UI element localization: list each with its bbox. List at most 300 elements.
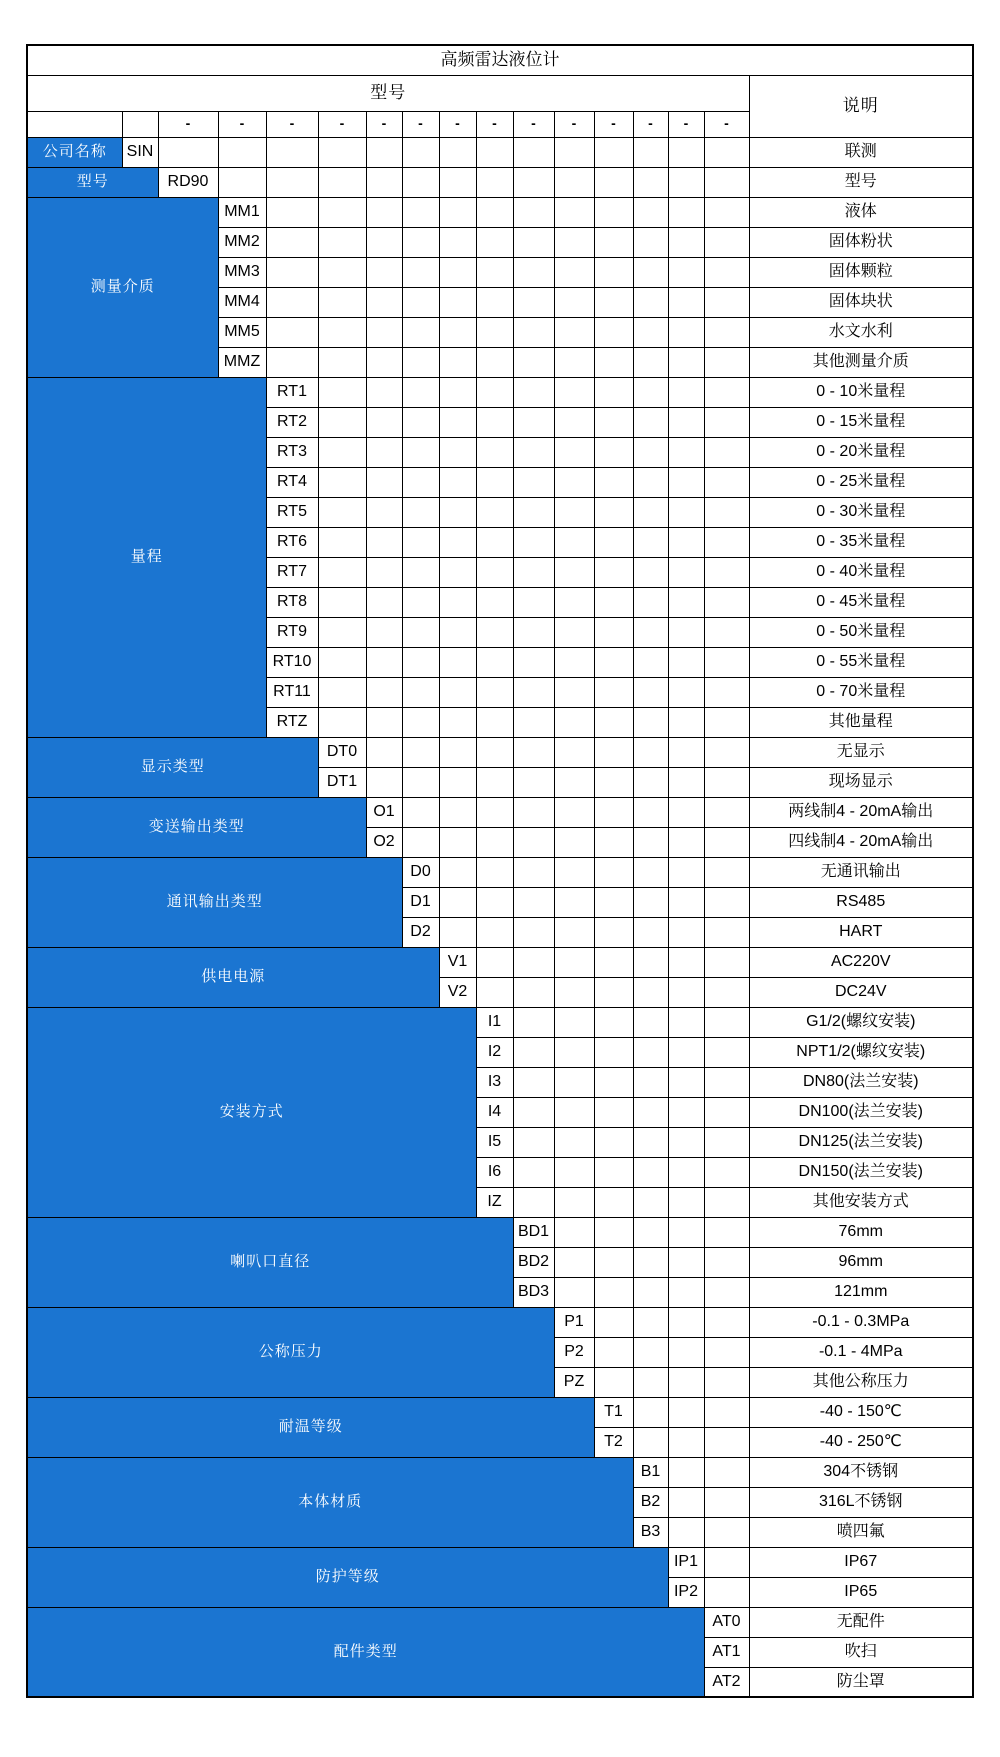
empty-grid-cell	[402, 257, 439, 287]
empty-grid-cell	[476, 167, 513, 197]
empty-grid-cell	[594, 677, 633, 707]
code-cell: RT6	[266, 527, 318, 557]
code-cell: MM4	[218, 287, 266, 317]
empty-grid-cell	[668, 977, 704, 1007]
code-cell: I1	[476, 1007, 513, 1037]
empty-grid-cell	[633, 407, 668, 437]
code-cell: RT11	[266, 677, 318, 707]
description-cell: 其他测量介质	[749, 347, 973, 377]
code-cell: RT2	[266, 407, 318, 437]
empty-grid-cell	[439, 467, 476, 497]
empty-grid-cell	[439, 137, 476, 167]
empty-grid-cell	[318, 377, 366, 407]
empty-grid-cell	[704, 347, 749, 377]
empty-grid-cell	[513, 557, 554, 587]
empty-grid-cell	[476, 857, 513, 887]
empty-grid-cell	[668, 497, 704, 527]
empty-grid-cell	[476, 287, 513, 317]
empty-grid-cell	[633, 1337, 668, 1367]
empty-grid-cell	[513, 497, 554, 527]
empty-grid-cell	[668, 1127, 704, 1157]
empty-grid-cell	[594, 1157, 633, 1187]
description-cell: RS485	[749, 887, 973, 917]
empty-grid-cell	[318, 467, 366, 497]
description-cell: 304不锈钢	[749, 1457, 973, 1487]
empty-grid-cell	[439, 437, 476, 467]
code-cell: RT10	[266, 647, 318, 677]
empty-grid-cell	[476, 947, 513, 977]
description-cell: 0 - 30米量程	[749, 497, 973, 527]
spec-row	[27, 797, 973, 827]
empty-grid-cell	[594, 1337, 633, 1367]
empty-grid-cell	[439, 347, 476, 377]
empty-grid-cell	[402, 677, 439, 707]
category-cell: 型号	[27, 167, 158, 197]
empty-grid-cell	[476, 917, 513, 947]
empty-grid-cell	[513, 827, 554, 857]
description-cell: 固体块状	[749, 287, 973, 317]
empty-grid-cell	[668, 227, 704, 257]
code-cell: I6	[476, 1157, 513, 1187]
empty-grid-cell	[704, 677, 749, 707]
code-cell: SIN	[122, 137, 158, 167]
separator-row-empty-cell	[122, 111, 158, 137]
empty-grid-cell	[513, 647, 554, 677]
empty-grid-cell	[594, 497, 633, 527]
category-cell: 耐温等级	[27, 1397, 594, 1457]
empty-grid-cell	[704, 227, 749, 257]
empty-grid-cell	[476, 677, 513, 707]
empty-grid-cell	[318, 197, 366, 227]
description-cell: 0 - 40米量程	[749, 557, 973, 587]
empty-grid-cell	[633, 827, 668, 857]
empty-grid-cell	[476, 227, 513, 257]
code-cell: P2	[554, 1337, 594, 1367]
empty-grid-cell	[594, 257, 633, 287]
empty-grid-cell	[554, 827, 594, 857]
empty-grid-cell	[633, 887, 668, 917]
empty-grid-cell	[439, 257, 476, 287]
empty-grid-cell	[668, 1457, 704, 1487]
empty-grid-cell	[704, 497, 749, 527]
description-cell: 其他安装方式	[749, 1187, 973, 1217]
empty-grid-cell	[704, 647, 749, 677]
empty-grid-cell	[633, 797, 668, 827]
empty-grid-cell	[704, 137, 749, 167]
empty-grid-cell	[554, 1007, 594, 1037]
description-cell: DN80(法兰安装)	[749, 1067, 973, 1097]
empty-grid-cell	[402, 467, 439, 497]
empty-grid-cell	[633, 587, 668, 617]
empty-grid-cell	[554, 1277, 594, 1307]
empty-grid-cell	[476, 257, 513, 287]
empty-grid-cell	[633, 617, 668, 647]
empty-grid-cell	[554, 707, 594, 737]
empty-grid-cell	[633, 707, 668, 737]
separator-dash-cell: -	[594, 111, 633, 137]
empty-grid-cell	[633, 1277, 668, 1307]
empty-grid-cell	[513, 347, 554, 377]
description-cell: 喷四氟	[749, 1517, 973, 1547]
empty-grid-cell	[704, 1487, 749, 1517]
empty-grid-cell	[554, 917, 594, 947]
empty-grid-cell	[633, 1217, 668, 1247]
code-cell: BD2	[513, 1247, 554, 1277]
empty-grid-cell	[633, 347, 668, 377]
empty-grid-cell	[439, 887, 476, 917]
empty-grid-cell	[668, 737, 704, 767]
spec-row	[27, 167, 973, 197]
empty-grid-cell	[704, 317, 749, 347]
description-cell: 吹扫	[749, 1637, 973, 1667]
empty-grid-cell	[554, 227, 594, 257]
empty-grid-cell	[402, 497, 439, 527]
spec-row	[27, 1397, 973, 1427]
empty-grid-cell	[318, 287, 366, 317]
empty-grid-cell	[266, 167, 318, 197]
empty-grid-cell	[633, 197, 668, 227]
empty-grid-cell	[513, 527, 554, 557]
description-cell: IP65	[749, 1577, 973, 1607]
empty-grid-cell	[594, 137, 633, 167]
empty-grid-cell	[476, 197, 513, 227]
description-cell: 316L不锈钢	[749, 1487, 973, 1517]
code-cell: MM1	[218, 197, 266, 227]
empty-grid-cell	[439, 617, 476, 647]
empty-grid-cell	[402, 707, 439, 737]
empty-grid-cell	[318, 257, 366, 287]
code-cell: V1	[439, 947, 476, 977]
empty-grid-cell	[668, 437, 704, 467]
empty-grid-cell	[439, 527, 476, 557]
empty-grid-cell	[476, 887, 513, 917]
empty-grid-cell	[366, 497, 402, 527]
empty-grid-cell	[476, 407, 513, 437]
empty-grid-cell	[402, 167, 439, 197]
empty-grid-cell	[476, 557, 513, 587]
description-cell: NPT1/2(螺纹安装)	[749, 1037, 973, 1067]
header-row	[27, 75, 973, 111]
description-cell: 其他量程	[749, 707, 973, 737]
title-row	[27, 45, 973, 75]
empty-grid-cell	[366, 707, 402, 737]
empty-grid-cell	[594, 647, 633, 677]
empty-grid-cell	[594, 467, 633, 497]
empty-grid-cell	[594, 167, 633, 197]
empty-grid-cell	[704, 1037, 749, 1067]
empty-grid-cell	[668, 617, 704, 647]
empty-grid-cell	[266, 287, 318, 317]
empty-grid-cell	[476, 437, 513, 467]
description-cell: 0 - 25米量程	[749, 467, 973, 497]
empty-grid-cell	[513, 1037, 554, 1067]
empty-grid-cell	[439, 167, 476, 197]
spec-row	[27, 377, 973, 407]
empty-grid-cell	[594, 917, 633, 947]
empty-grid-cell	[366, 527, 402, 557]
empty-grid-cell	[402, 797, 439, 827]
empty-grid-cell	[594, 977, 633, 1007]
description-cell: 水文水利	[749, 317, 973, 347]
empty-grid-cell	[554, 1157, 594, 1187]
empty-grid-cell	[554, 527, 594, 557]
separator-dash-cell: -	[668, 111, 704, 137]
empty-grid-cell	[513, 677, 554, 707]
category-cell: 配件类型	[27, 1607, 704, 1697]
empty-grid-cell	[668, 1367, 704, 1397]
empty-grid-cell	[633, 257, 668, 287]
empty-grid-cell	[318, 437, 366, 467]
empty-grid-cell	[594, 1217, 633, 1247]
empty-grid-cell	[366, 647, 402, 677]
empty-grid-cell	[402, 827, 439, 857]
empty-grid-cell	[704, 797, 749, 827]
spec-row	[27, 1217, 973, 1247]
spec-row	[27, 1457, 973, 1487]
empty-grid-cell	[704, 1577, 749, 1607]
empty-grid-cell	[554, 977, 594, 1007]
empty-grid-cell	[668, 1097, 704, 1127]
empty-grid-cell	[513, 197, 554, 227]
empty-grid-cell	[704, 287, 749, 317]
empty-grid-cell	[554, 137, 594, 167]
empty-grid-cell	[594, 347, 633, 377]
table-body	[27, 45, 973, 1697]
empty-grid-cell	[554, 1067, 594, 1097]
empty-grid-cell	[402, 137, 439, 167]
empty-grid-cell	[633, 1427, 668, 1457]
empty-grid-cell	[513, 737, 554, 767]
empty-grid-cell	[704, 557, 749, 587]
empty-grid-cell	[704, 857, 749, 887]
empty-grid-cell	[668, 677, 704, 707]
empty-grid-cell	[554, 317, 594, 347]
empty-grid-cell	[633, 1067, 668, 1097]
separator-dash-cell: -	[158, 111, 218, 137]
empty-grid-cell	[704, 917, 749, 947]
empty-grid-cell	[704, 977, 749, 1007]
separator-dash-cell: -	[402, 111, 439, 137]
empty-grid-cell	[633, 167, 668, 197]
empty-grid-cell	[439, 917, 476, 947]
empty-grid-cell	[554, 947, 594, 977]
code-cell: V2	[439, 977, 476, 1007]
empty-grid-cell	[633, 1397, 668, 1427]
empty-grid-cell	[513, 767, 554, 797]
empty-grid-cell	[594, 767, 633, 797]
empty-grid-cell	[318, 587, 366, 617]
empty-grid-cell	[476, 137, 513, 167]
empty-grid-cell	[318, 527, 366, 557]
empty-grid-cell	[704, 1337, 749, 1367]
description-cell: DN100(法兰安装)	[749, 1097, 973, 1127]
description-cell: -0.1 - 0.3MPa	[749, 1307, 973, 1337]
empty-grid-cell	[633, 1037, 668, 1067]
empty-grid-cell	[554, 797, 594, 827]
empty-grid-cell	[439, 227, 476, 257]
code-cell: RTZ	[266, 707, 318, 737]
empty-grid-cell	[366, 227, 402, 257]
separator-dash-cell: -	[218, 111, 266, 137]
description-cell: 0 - 15米量程	[749, 407, 973, 437]
empty-grid-cell	[668, 347, 704, 377]
code-cell: RT8	[266, 587, 318, 617]
code-cell: BD3	[513, 1277, 554, 1307]
empty-grid-cell	[704, 407, 749, 437]
empty-grid-cell	[439, 197, 476, 227]
empty-grid-cell	[633, 1157, 668, 1187]
code-cell: P1	[554, 1307, 594, 1337]
empty-grid-cell	[594, 827, 633, 857]
empty-grid-cell	[594, 887, 633, 917]
empty-grid-cell	[513, 377, 554, 407]
empty-grid-cell	[218, 137, 266, 167]
empty-grid-cell	[704, 767, 749, 797]
empty-grid-cell	[476, 467, 513, 497]
description-cell: -0.1 - 4MPa	[749, 1337, 973, 1367]
empty-grid-cell	[554, 767, 594, 797]
description-cell: HART	[749, 917, 973, 947]
category-cell: 安装方式	[27, 1007, 476, 1217]
empty-grid-cell	[704, 377, 749, 407]
empty-grid-cell	[439, 707, 476, 737]
code-cell: D1	[402, 887, 439, 917]
empty-grid-cell	[554, 887, 594, 917]
empty-grid-cell	[554, 737, 594, 767]
code-cell: D2	[402, 917, 439, 947]
empty-grid-cell	[668, 1397, 704, 1427]
empty-grid-cell	[218, 167, 266, 197]
empty-grid-cell	[513, 887, 554, 917]
empty-grid-cell	[633, 1007, 668, 1037]
empty-grid-cell	[668, 857, 704, 887]
empty-grid-cell	[476, 497, 513, 527]
empty-grid-cell	[704, 1277, 749, 1307]
empty-grid-cell	[704, 527, 749, 557]
empty-grid-cell	[554, 377, 594, 407]
empty-grid-cell	[366, 407, 402, 437]
empty-grid-cell	[668, 1487, 704, 1517]
empty-grid-cell	[668, 527, 704, 557]
empty-grid-cell	[402, 647, 439, 677]
code-cell: I5	[476, 1127, 513, 1157]
empty-grid-cell	[633, 1367, 668, 1397]
separator-dash-cell: -	[476, 111, 513, 137]
empty-grid-cell	[402, 227, 439, 257]
code-cell: MM5	[218, 317, 266, 347]
empty-grid-cell	[704, 1547, 749, 1577]
empty-grid-cell	[366, 137, 402, 167]
empty-grid-cell	[513, 857, 554, 887]
empty-grid-cell	[633, 377, 668, 407]
separator-dash-cell: -	[513, 111, 554, 137]
empty-grid-cell	[318, 407, 366, 437]
empty-grid-cell	[366, 437, 402, 467]
empty-grid-cell	[266, 197, 318, 227]
model-header-cell: 型号	[27, 75, 749, 111]
empty-grid-cell	[513, 137, 554, 167]
description-cell: 96mm	[749, 1247, 973, 1277]
empty-grid-cell	[633, 767, 668, 797]
empty-grid-cell	[594, 617, 633, 647]
empty-grid-cell	[668, 1157, 704, 1187]
empty-grid-cell	[318, 137, 366, 167]
empty-grid-cell	[668, 1217, 704, 1247]
empty-grid-cell	[476, 587, 513, 617]
empty-grid-cell	[513, 287, 554, 317]
code-cell: AT1	[704, 1637, 749, 1667]
empty-grid-cell	[594, 1247, 633, 1277]
empty-grid-cell	[668, 797, 704, 827]
empty-grid-cell	[513, 227, 554, 257]
code-cell: AT2	[704, 1667, 749, 1697]
empty-grid-cell	[633, 647, 668, 677]
code-cell: RT9	[266, 617, 318, 647]
empty-grid-cell	[668, 587, 704, 617]
empty-grid-cell	[633, 977, 668, 1007]
description-cell: 防尘罩	[749, 1667, 973, 1697]
empty-grid-cell	[633, 527, 668, 557]
description-cell: 121mm	[749, 1277, 973, 1307]
empty-grid-cell	[476, 977, 513, 1007]
empty-grid-cell	[704, 1007, 749, 1037]
empty-grid-cell	[594, 1067, 633, 1097]
empty-grid-cell	[704, 197, 749, 227]
category-cell: 本体材质	[27, 1457, 633, 1547]
description-cell: 现场显示	[749, 767, 973, 797]
empty-grid-cell	[476, 317, 513, 347]
code-cell: I3	[476, 1067, 513, 1097]
empty-grid-cell	[594, 1367, 633, 1397]
code-cell: RT1	[266, 377, 318, 407]
empty-grid-cell	[594, 1187, 633, 1217]
code-cell: IP2	[668, 1577, 704, 1607]
description-cell: 0 - 70米量程	[749, 677, 973, 707]
empty-grid-cell	[439, 647, 476, 677]
empty-grid-cell	[668, 887, 704, 917]
empty-grid-cell	[439, 767, 476, 797]
model-selection-table	[26, 44, 974, 1698]
description-cell: 0 - 10米量程	[749, 377, 973, 407]
empty-grid-cell	[554, 407, 594, 437]
empty-grid-cell	[476, 527, 513, 557]
code-cell: B3	[633, 1517, 668, 1547]
empty-grid-cell	[594, 707, 633, 737]
empty-grid-cell	[318, 617, 366, 647]
empty-grid-cell	[366, 197, 402, 227]
empty-grid-cell	[318, 167, 366, 197]
empty-grid-cell	[513, 1067, 554, 1097]
empty-grid-cell	[402, 737, 439, 767]
description-cell: 固体粉状	[749, 227, 973, 257]
empty-grid-cell	[668, 707, 704, 737]
code-cell: RT7	[266, 557, 318, 587]
code-cell: RT4	[266, 467, 318, 497]
empty-grid-cell	[668, 947, 704, 977]
empty-grid-cell	[366, 467, 402, 497]
empty-grid-cell	[668, 257, 704, 287]
empty-grid-cell	[633, 917, 668, 947]
empty-grid-cell	[366, 287, 402, 317]
empty-grid-cell	[668, 1187, 704, 1217]
empty-grid-cell	[594, 437, 633, 467]
empty-grid-cell	[158, 137, 218, 167]
empty-grid-cell	[318, 317, 366, 347]
empty-grid-cell	[633, 947, 668, 977]
empty-grid-cell	[704, 1157, 749, 1187]
empty-grid-cell	[513, 917, 554, 947]
category-cell: 量程	[27, 377, 266, 737]
